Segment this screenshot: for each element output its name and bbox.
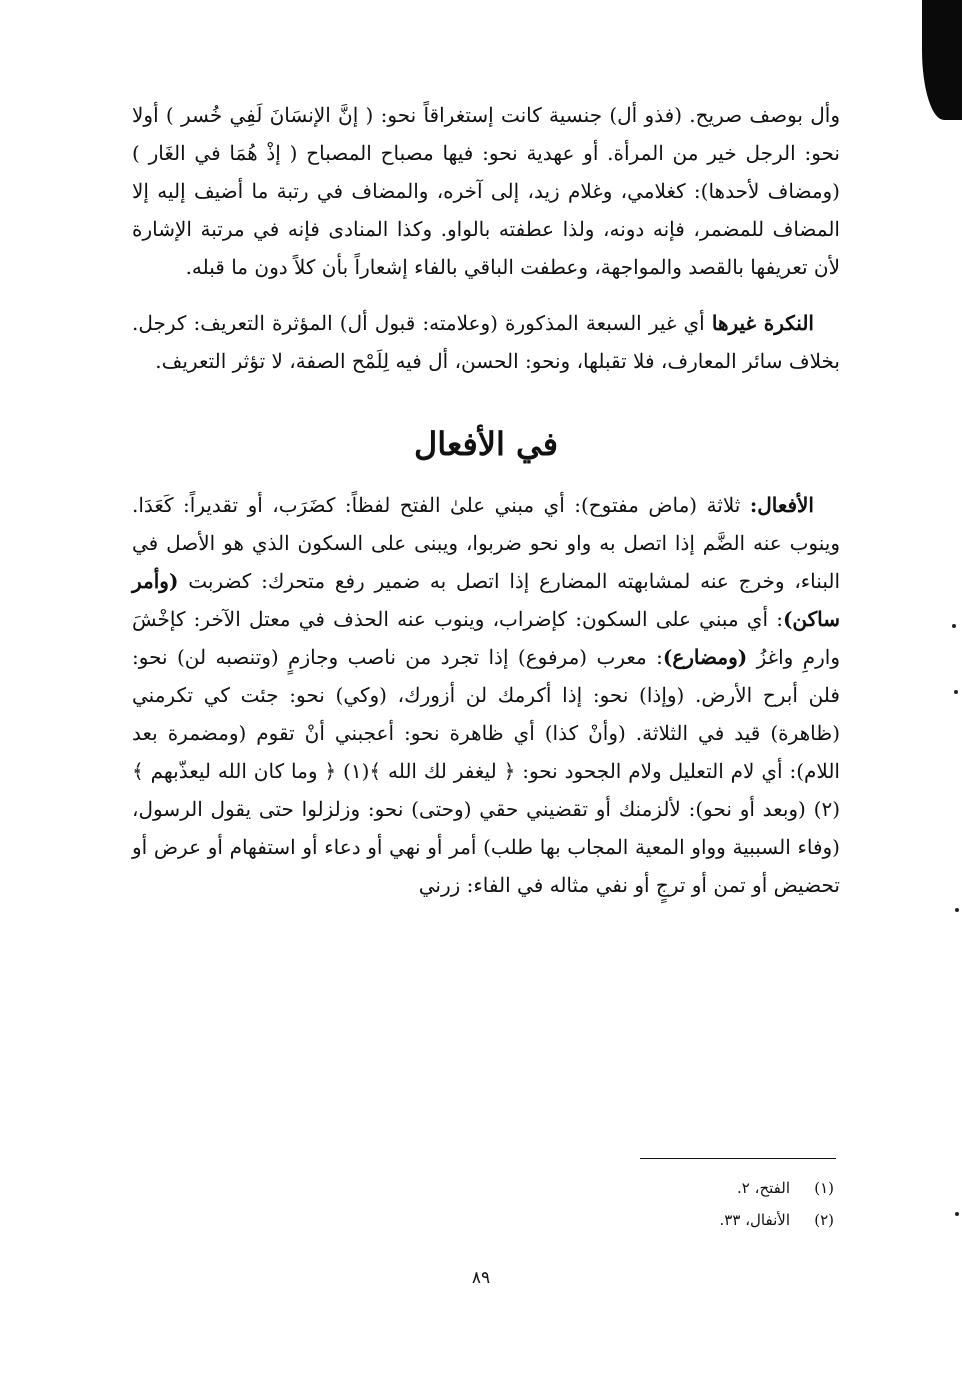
paragraph-text: أي غير السبعة المذكورة (وعلامته: قبول أل) المؤثرة التعريف: كرجل. بخلاف سائر المعارف، فلا تقبلها، ونحو: الحسن، أل فيه لِلَمْح الصفة، لا تؤثر التعريف. bbox=[132, 311, 840, 373]
footnote-text: الفتح، ٢. bbox=[737, 1179, 790, 1197]
paragraph-verbs bbox=[132, 486, 840, 904]
page-body bbox=[132, 96, 840, 904]
scan-speck bbox=[955, 908, 959, 912]
scan-speck bbox=[954, 690, 958, 694]
footnote-number: (١) bbox=[814, 1179, 834, 1197]
paragraph-text: : أي مبني على السكون: كإضراب، وينوب عنه الحذف في معتل الآخر: كإخْشَ وارمِ واغزُ bbox=[132, 607, 840, 669]
paragraph-text: : معرب (مرفوع) إذا تجرد من ناصب وجازمٍ (وتنصبه لن) نحو: فلن أبرح الأرض. (وإذا) نحو: إذا أكرمك لن أزورك، (وكي) نحو: جئت كي تكرمني (ظاهرة) قيد في الثلاثة. (وأنْ كذا) أي ظاهرة نحو: أعجبني أنْ تقوم (ومضمرة بعد اللام): أي لام التعليل ولام الجحود نحو: ﴿ ليغفر لك الله ﴾(١) ﴿ وما كان الله ليعذّبهم ﴾(٢) (وبعد أو نحو): لألزمنك أو تقضيني حقي (وحتى) نحو: وزلزلوا حتى يقول الرسول، (وفاء السببية وواو المعية المجاب بها طلب) أمر أو نهي أو دعاء أو استفهام أو عرض أو تحضيض أو تمن أو ترجٍ أو نفي مثاله في الفاء: زرني bbox=[132, 645, 840, 897]
scan-speck bbox=[952, 624, 956, 628]
bold-term-mudari: (ومضارع) bbox=[662, 645, 748, 669]
scan-edge-mark bbox=[922, 0, 962, 120]
scan-speck bbox=[955, 1212, 959, 1216]
footnote-number: (٢) bbox=[814, 1211, 834, 1229]
footnote-text: الأنفال، ٣٣. bbox=[719, 1211, 790, 1229]
bold-term-amr: (وأمر ساكن) bbox=[132, 569, 840, 631]
footnote-item bbox=[534, 1172, 834, 1204]
footnote-item bbox=[534, 1204, 834, 1236]
paragraph-definite-article: وأل بوصف صريح. (فذو أل) جنسية كانت إستغراقاً نحو: ( إنَّ الإنسَانَ لَفِي خُسر ) أولا نحو: الرجل خير من المرأة. أو عهدية نحو: فيها مصباح المصباح ( إذْ هُمَا في الغَار ) (ومضاف لأحدها): كغلامي، وغلام زيد، إلى آخره، والمضاف في رتبة ما أضيف إليه إلا المضاف للمضمر، فإنه دونه، ولذا عطفته بالواو. وكذا المنادى فإنه في مرتبة الإشارة لأن تعريفها بالقصد والمواجهة، وعطفت الباقي بالفاء إشعاراً بأن كلاً دون ما قبله. bbox=[132, 103, 840, 279]
paragraph-lead-term: الأفعال: bbox=[749, 493, 814, 517]
paragraph-indefinite bbox=[132, 304, 840, 380]
section-heading: في الأفعال bbox=[414, 425, 558, 463]
page-number: ٨٩ bbox=[471, 1268, 491, 1288]
paragraph-lead-term: النكرة غيرها bbox=[711, 311, 814, 335]
footnotes bbox=[534, 1172, 834, 1236]
paragraph-text: ثلاثة (ماض مفتوح): أي مبني علىٰ الفتح لفظاً: كضَرَب، أو تقديراً: كَعَدَا. وينوب عنه الضَّم إذا اتصل به واو نحو ضربوا، ويبنى على السكون الذي هو الأصل في البناء، وخرج عنه لمشابهته المضارع إذا اتصل به ضمير رفع متحرك: كضربت bbox=[132, 493, 840, 593]
footnote-divider bbox=[640, 1158, 836, 1159]
